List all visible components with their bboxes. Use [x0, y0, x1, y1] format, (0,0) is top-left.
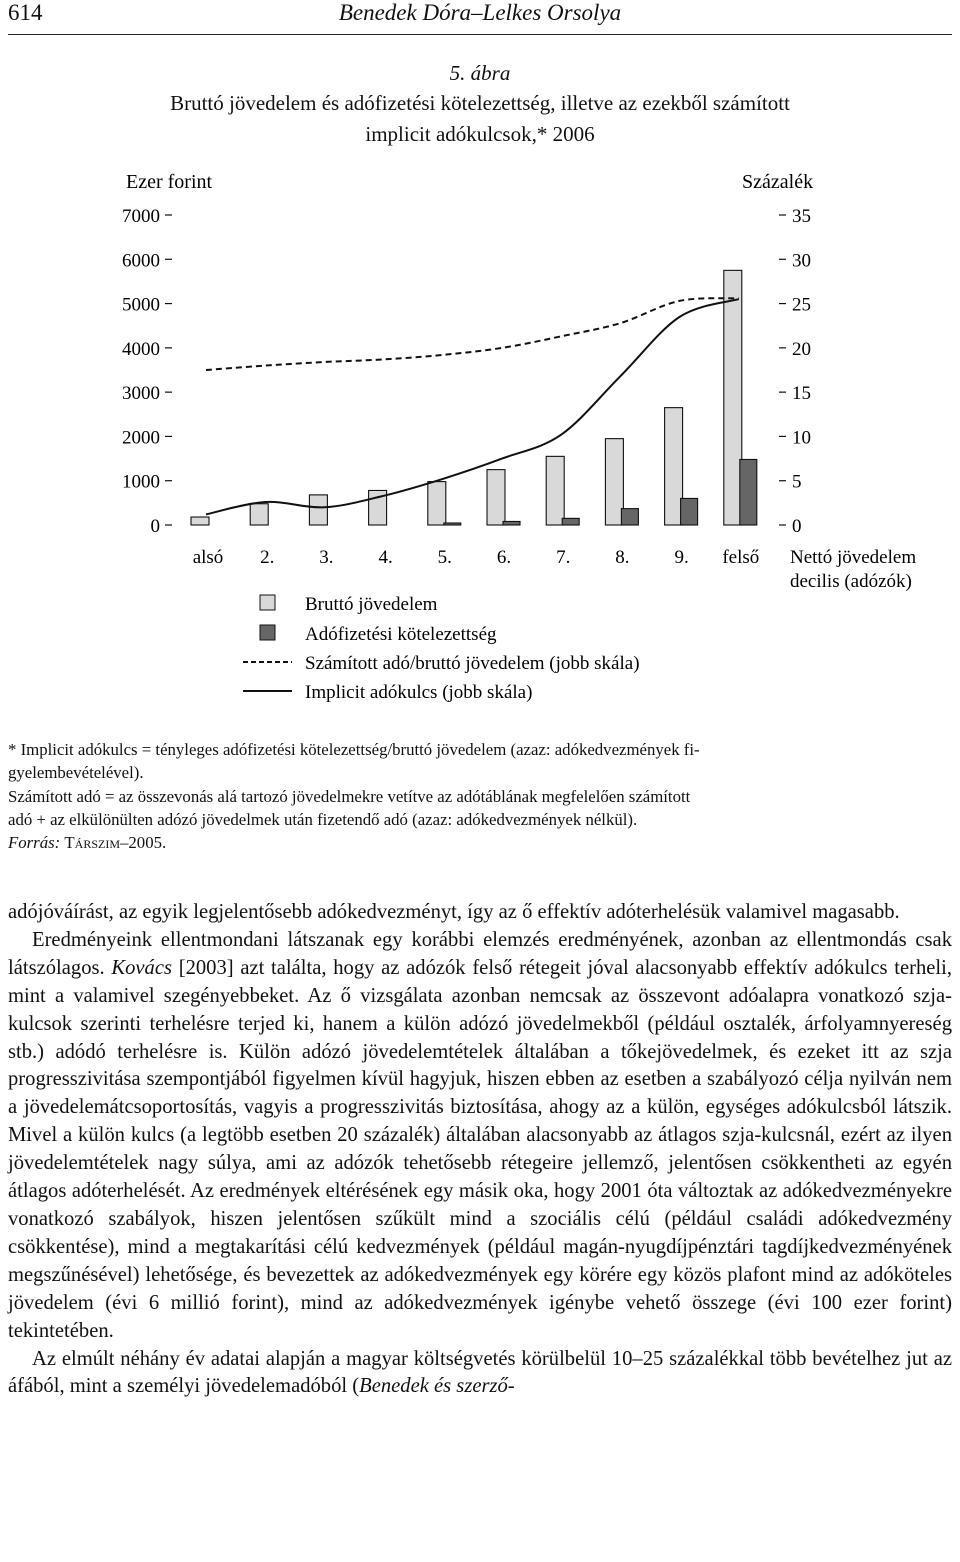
left-tick-label: 7000 — [122, 206, 160, 227]
source-name: Társzim — [64, 833, 121, 853]
x-tick-label: 4. — [378, 547, 393, 568]
bar-adofizetesi-kotelezettseg — [444, 523, 461, 525]
legend-label: Számított adó/bruttó jövedelem (jobb skála) — [305, 653, 640, 674]
legend-swatch-brutto — [260, 595, 275, 610]
bar-brutto-jovedelem — [605, 439, 623, 525]
note-computed-tax-text-2: adó + az elkülönülten adózó jövedelmek után fizetendő adó (azaz: adókedvezmények nélkül). — [8, 809, 638, 829]
note-computed-tax — [8, 785, 952, 832]
bar-brutto-jovedelem — [487, 470, 505, 525]
line-implicit-adokulcs — [206, 299, 739, 514]
x-tick-label: felső — [722, 547, 760, 568]
figure-title-line-2: implicit adókulcsok,* 2006 — [365, 122, 595, 146]
x-tick-label: alsó — [192, 547, 224, 568]
paragraph-2-text-b: [2003] azt találta, hogy az adózók felső rétegeit jóval alacsonyabb effektív adókulcs terheli, mint a valamivel szegényebbeket. Az ő vizsgálata azonban nemcsak az összevont adóalapra vonatkozó szja-kulcsok szerinti terhelésre terjed ki, hanem a külön adózó jövedelmekből (például osztalék, árfolyamnyereség stb.) adódó terhelésre is. Külön adózó jövedelemtételek általában a tőkejövedelmek, és ezeket itt az szja progresszivitása szempontjából figyelmen kívül hagyjuk, hiszen ebben az esetben a szabályozó célja nyilván nem a jövedelemátcsoportosítás, vagyis a progresszivitás biztosítása, ahogy az a külön, egységes adókulcsból látszik. Mivel a külön kulcs (a legtöbb esetben 20 százalék) általában alacsonyabb az átlagos szja-kulcsnál, ezért az ilyen jövedelemtételek nagy súlya, ami az adózók tehetősebb rétegeire jellemző, jelentősen csökkentheti az egyén átlagos adóterhelését. Az eredmények eltérésének egy másik oka, hogy 2001 óta változtak az adókedvezményekre vonatkozó szabályok, hiszen jelentősen szűkült mind a szociális célú (például családi adókedvezmény csökkentése), mind a megtakarítási célú kedvezmények (például magán-nyugdíjpénztári tagdíjkedvezményének megszűnésével) lehetősége, és bevezettek az adókedvezmények egy körére egy közös plafont mind az adóköteles jövedelem (évi 6 millió forint), mind az adókedvezmények igénybe vehető összege (évi 100 ezer forint) tekintetében. — [8, 956, 952, 1342]
figure-notes — [8, 738, 952, 854]
left-tick-label: 6000 — [122, 250, 160, 272]
figure-title — [100, 88, 860, 150]
bar-brutto-jovedelem — [724, 270, 742, 525]
bar-brutto-jovedelem — [428, 482, 446, 525]
citation-benedek: Benedek és szerző- — [359, 1375, 515, 1398]
right-tick-label: 20 — [792, 338, 811, 360]
x-tick-label: 5. — [437, 547, 452, 568]
bar-brutto-jovedelem — [665, 408, 683, 525]
x-tick-label: 9. — [674, 547, 689, 568]
left-tick-label: 1000 — [122, 471, 160, 493]
body-text — [8, 899, 952, 1401]
bar-adofizetesi-kotelezettseg — [621, 509, 638, 525]
figure-number: 5. ábra — [449, 61, 511, 85]
x-tick-label: 6. — [496, 547, 512, 568]
paragraph-3 — [8, 1346, 952, 1402]
bar-brutto-jovedelem — [191, 517, 209, 525]
right-tick-label: 25 — [792, 294, 811, 316]
bar-brutto-jovedelem — [546, 456, 564, 525]
bar-brutto-jovedelem — [250, 504, 268, 525]
left-tick-label: 2000 — [122, 427, 160, 449]
figure-title-line-1: Bruttó jövedelem és adófizetési kötelezettség, illetve az ezekből számított — [170, 91, 790, 115]
x-axis-title-line-1: Nettó jövedelem — [790, 547, 917, 568]
left-axis-title: Ezer forint — [126, 171, 213, 193]
left-tick-label: 5000 — [122, 294, 160, 316]
note-implicit-rate — [8, 738, 952, 785]
running-head-authors: Benedek Dóra–Lelkes Orsolya — [338, 0, 622, 25]
citation-kovacs: Kovács — [111, 956, 172, 979]
paragraph-3-text-a: Az elmúlt néhány év adatai alapján a magyar költségvetés körülbelül 10–25 százalékkal több bevételhez jut az áfából, mint a személyi jövedelemadóból ( — [8, 1347, 952, 1398]
right-tick-label: 15 — [792, 383, 811, 405]
bar-adofizetesi-kotelezettseg — [740, 459, 757, 525]
left-tick-label: 0 — [150, 516, 160, 537]
page-number: 614 — [8, 0, 43, 25]
note-implicit-rate-text-2: gyelembevételével). — [8, 763, 144, 783]
x-tick-label: 2. — [260, 547, 275, 568]
header-rule — [8, 34, 952, 35]
right-tick-label: 5 — [792, 471, 802, 493]
left-tick-label: 4000 — [122, 338, 160, 360]
x-tick-label: 8. — [615, 547, 630, 568]
legend-label: Implicit adókulcs (jobb skála) — [305, 682, 533, 703]
right-tick-label: 30 — [792, 250, 811, 272]
right-tick-label: 10 — [792, 427, 811, 449]
x-tick-label: 3. — [319, 547, 334, 568]
note-implicit-rate-text-1: * Implicit adókulcs = tényleges adófizetési kötelezettség/bruttó jövedelem (azaz: adókedvezmények fi- — [8, 740, 700, 759]
legend-label: Adófizetési kötelezettség — [305, 624, 497, 645]
page-header — [8, 0, 952, 34]
x-tick-label: 7. — [556, 547, 571, 568]
bar-adofizetesi-kotelezettseg — [562, 518, 579, 525]
note-computed-tax-text-1: Számított adó = az összevonás alá tartozó jövedelmekre vetítve az adótáblának megfelelően számított — [8, 786, 691, 806]
paragraph-2-text-a: Eredményeink ellentmondani látszanak egy korábbi elemzés eredményének, azonban az ellentmondás csak látszólagos. — [8, 928, 952, 979]
right-axis-title: Százalék — [742, 171, 814, 193]
chart — [0, 160, 960, 720]
right-tick-label: 0 — [792, 516, 802, 537]
paragraph-1: adójóváírást, az egyik legjelentősebb adókedvezményt, így az ő effektív adóterhelésük valamivel magasabb. — [8, 901, 900, 923]
paragraph-2 — [8, 927, 952, 1346]
source-label: Forrás: — [8, 833, 61, 853]
bar-adofizetesi-kotelezettseg — [681, 498, 698, 525]
source-year: –2005. — [120, 833, 167, 853]
legend-label: Bruttó jövedelem — [305, 594, 438, 615]
x-axis-title-line-2: decilis (adózók) — [790, 571, 912, 592]
left-tick-label: 3000 — [122, 383, 160, 405]
bar-brutto-jovedelem — [309, 495, 327, 525]
bar-adofizetesi-kotelezettseg — [503, 521, 520, 525]
note-source — [8, 831, 952, 854]
right-tick-label: 35 — [792, 206, 811, 227]
legend-swatch-ado — [260, 625, 275, 640]
